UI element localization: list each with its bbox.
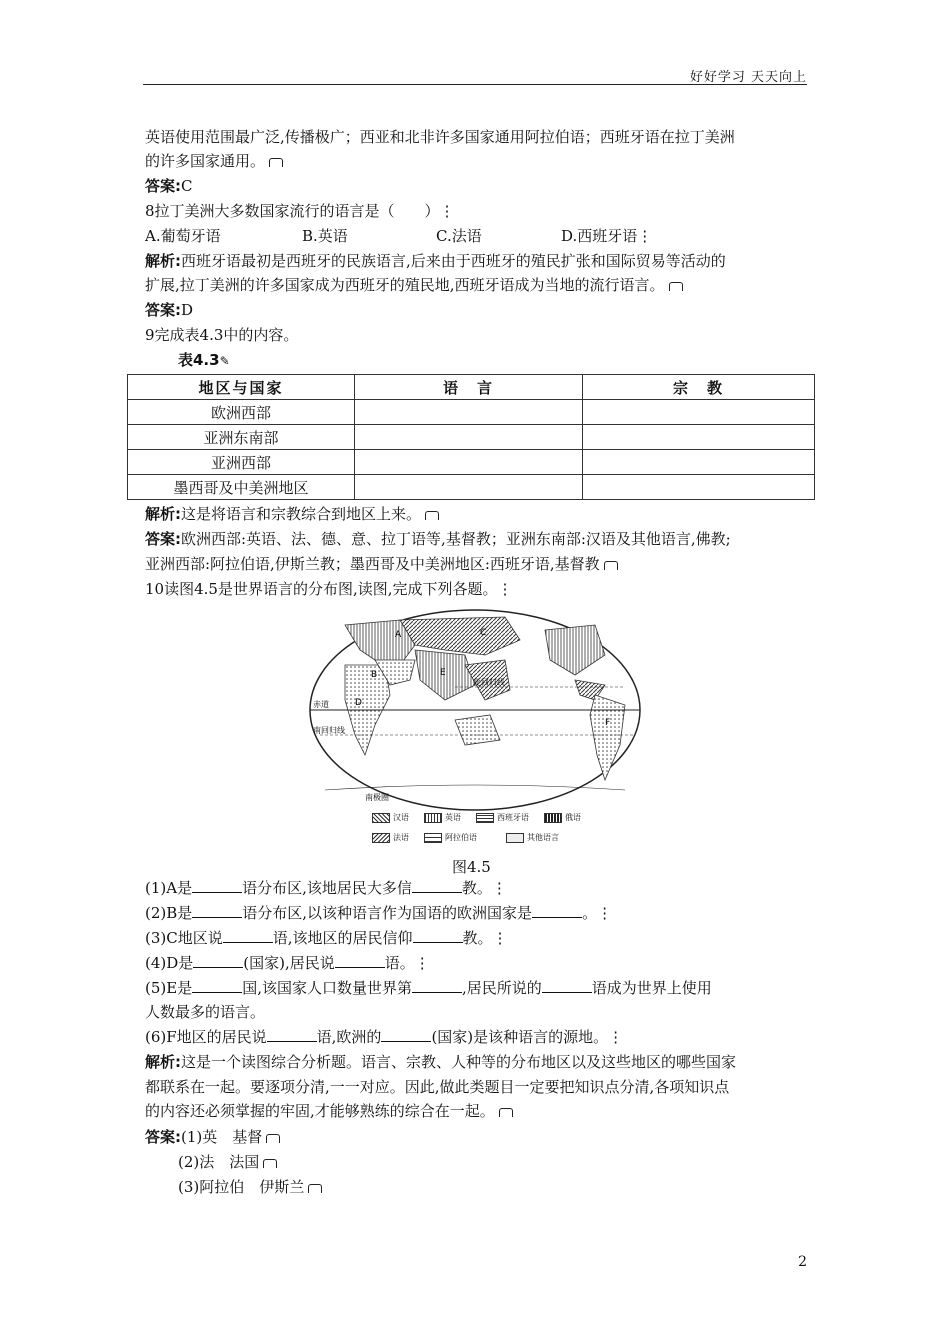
answer-10-3: (3)阿拉伯 伊斯兰 (178, 1176, 858, 1198)
region-label: B (371, 670, 378, 680)
table-row: 亚洲东南部 (128, 425, 815, 450)
intro-line: 的许多国家通用。 (145, 150, 825, 172)
table-header: 地区与国家 (128, 375, 355, 400)
mark-icon (269, 158, 283, 167)
q10-item-5-cont: 人数最多的语言。 (145, 1003, 266, 1021)
table-row: 欧洲西部 (128, 400, 815, 425)
table-4-3 (127, 374, 815, 500)
page-header (143, 66, 807, 85)
region-label: F (605, 718, 611, 728)
table-caption: 表4.3✎ (178, 351, 230, 369)
question-9: 9完成表4.3中的内容。 (145, 326, 299, 344)
table-row: 墨西哥及中美洲地区 (128, 475, 815, 500)
q8-options: A.葡萄牙语 B.英语 C.法语 D.西班牙语⋮ (145, 227, 653, 245)
answer-7: 答案:C (145, 177, 193, 195)
answer-10-2: (2)法 法国 (178, 1151, 858, 1173)
answer-9-cont: 亚洲西部:阿拉伯语,伊斯兰教；墨西哥及中美洲地区:西班牙语,基督教 (145, 553, 825, 575)
tropic-south-label: 南回归线 (313, 726, 345, 735)
analysis-10-cont: 的内容还必须掌握的牢固,才能够熟练的综合在一起。 (145, 1100, 825, 1122)
mark-icon (499, 1108, 513, 1117)
q10-item-2: (2)B是 语分布区,以该种语言作为国语的欧洲国家是 。⋮ (145, 904, 613, 922)
answer-9: 答案:欧洲西部:英语、法、德、意、拉丁语等,基督教；亚洲东南部:汉语及其他语言,佛教; (145, 530, 731, 548)
page-number: 2 (798, 1254, 807, 1270)
question-8: 8拉丁美洲大多数国家流行的语言是（ ）⋮ (145, 202, 455, 220)
region-label: C (480, 628, 487, 638)
analysis-10-cont: 都联系在一起。要逐项分清,一一对应。因此,做此类题目一定要把知识点分清,各项知识点 (145, 1078, 730, 1096)
analysis-10: 解析:这是一个读图综合分析题。语言、宗教、人种等的分布地区以及这些地区的哪些国家 (145, 1053, 737, 1071)
mark-icon (308, 1184, 322, 1193)
q10-item-6: (6)F地区的居民说 语,欧洲的 (国家)是该种语言的源地。⋮ (145, 1028, 624, 1046)
q10-item-1: (1)A是 语分布区,该地居民大多信 教。⋮ (145, 879, 507, 897)
analysis-8-cont: 扩展,拉丁美洲的许多国家成为西班牙的殖民地,西班牙语成为当地的流行语言。 (145, 274, 825, 296)
table-header: 宗 教 (583, 375, 815, 400)
analysis-9: 解析:这是将语言和宗教综合到地区上来。 (145, 503, 825, 525)
table-row: 亚洲西部 (128, 450, 815, 475)
answer-8: 答案:D (145, 301, 194, 319)
table-header: 语 言 (355, 375, 583, 400)
mark-icon (266, 1134, 280, 1143)
map-legend: 汉语 英语 西班牙语 俄语 法语 阿拉伯语 其他语言 (372, 812, 592, 848)
intro-line: 英语使用范围最广泛,传播极广；西亚和北非许多国家通用阿拉伯语；西班牙语在拉丁美洲 (145, 128, 735, 146)
polar-south-label: 南极圈 (365, 793, 389, 802)
region-label: E (440, 668, 446, 678)
q10-item-3: (3)C地区说 语,该地区的居民信仰 教。⋮ (145, 929, 508, 947)
equator-label: 赤道 (313, 700, 329, 709)
mark-icon (604, 561, 618, 570)
mark-icon (669, 282, 683, 291)
region-label: A (395, 630, 402, 640)
q10-item-5: (5)E是 国,该国家人口数量世界第 ,居民所说的 语成为世界上使用 (145, 979, 712, 997)
figure-caption: 图4.5 (452, 858, 491, 876)
answer-10: 答案:(1)英 基督 (145, 1126, 825, 1148)
analysis-8: 解析:西班牙语最初是西班牙的民族语言,后来由于西班牙的殖民扩张和国际贸易等活动的 (145, 252, 726, 270)
mark-icon (425, 511, 439, 520)
question-10: 10读图4.5是世界语言的分布图,读图,完成下列各题。⋮ (145, 580, 513, 598)
region-label: D (355, 698, 362, 708)
header-motto: 好好学习 天天向上 (689, 70, 807, 85)
mark-icon (263, 1159, 277, 1168)
q10-item-4: (4)D是 (国家),居民说 语。⋮ (145, 954, 430, 972)
tropic-north-label: 北回归线 (473, 678, 505, 687)
